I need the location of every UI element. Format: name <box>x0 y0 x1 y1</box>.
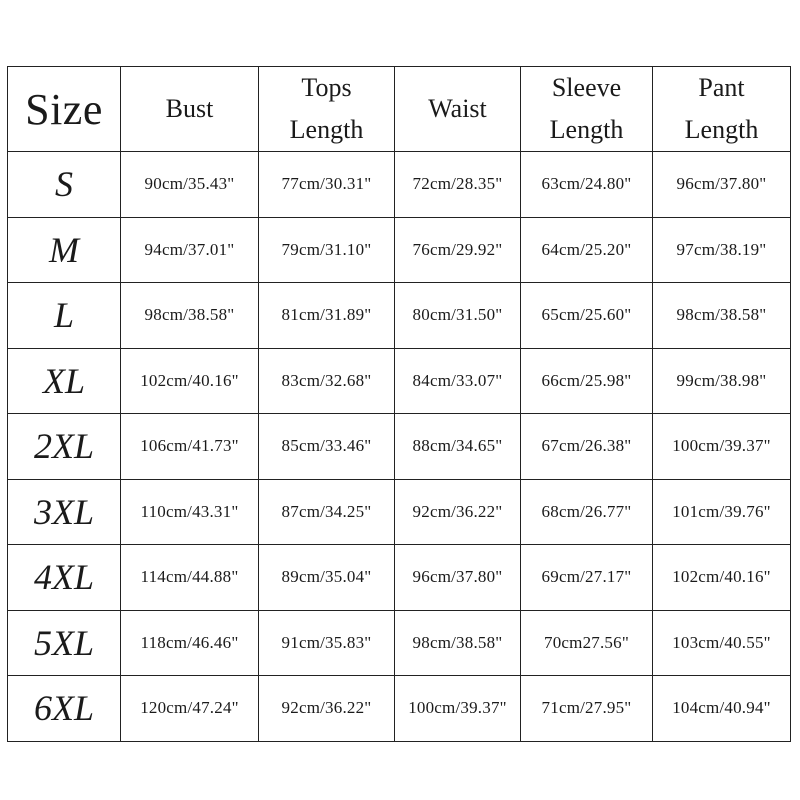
bust-cell: 120cm/47.24" <box>121 676 259 742</box>
pant-length-cell: 99cm/38.98" <box>653 348 791 414</box>
size-cell: S <box>8 152 121 218</box>
bust-cell: 94cm/37.01" <box>121 217 259 283</box>
pant-length-cell: 96cm/37.80" <box>653 152 791 218</box>
size-cell: 5XL <box>8 610 121 676</box>
header-waist <box>395 67 521 152</box>
table-row <box>8 217 791 283</box>
header-size <box>8 67 121 152</box>
sleeve-length-cell: 63cm/24.80" <box>521 152 653 218</box>
table-row <box>8 610 791 676</box>
table-row <box>8 152 791 218</box>
header-bust-label: Bust <box>165 94 214 123</box>
tops-length-cell: 89cm/35.04" <box>259 545 395 611</box>
bust-cell: 102cm/40.16" <box>121 348 259 414</box>
sleeve-length-cell: 67cm/26.38" <box>521 414 653 480</box>
header-pant-length-line-2: Length <box>684 115 759 144</box>
tops-length-cell: 91cm/35.83" <box>259 610 395 676</box>
size-cell: 6XL <box>8 676 121 742</box>
table-row <box>8 348 791 414</box>
table-row <box>8 545 791 611</box>
header-tops-length <box>259 67 395 152</box>
pant-length-cell: 98cm/38.58" <box>653 283 791 349</box>
size-cell: M <box>8 217 121 283</box>
header-sleeve-length-line-1: Sleeve <box>551 73 622 102</box>
bust-cell: 114cm/44.88" <box>121 545 259 611</box>
waist-cell: 80cm/31.50" <box>395 283 521 349</box>
bust-cell: 110cm/43.31" <box>121 479 259 545</box>
header-row <box>8 67 791 152</box>
sleeve-length-cell: 65cm/25.60" <box>521 283 653 349</box>
table-row <box>8 283 791 349</box>
header-tops-length-line-1: Tops <box>301 73 352 102</box>
header-size-label: Size <box>25 84 103 134</box>
bust-cell: 98cm/38.58" <box>121 283 259 349</box>
sleeve-length-cell: 68cm/26.77" <box>521 479 653 545</box>
bust-cell: 106cm/41.73" <box>121 414 259 480</box>
tops-length-cell: 83cm/32.68" <box>259 348 395 414</box>
size-cell: L <box>8 283 121 349</box>
table-row <box>8 479 791 545</box>
size-cell: 3XL <box>8 479 121 545</box>
table-row <box>8 676 791 742</box>
pant-length-cell: 101cm/39.76" <box>653 479 791 545</box>
pant-length-cell: 102cm/40.16" <box>653 545 791 611</box>
sleeve-length-cell: 70cm27.56" <box>521 610 653 676</box>
tops-length-cell: 92cm/36.22" <box>259 676 395 742</box>
tops-length-cell: 77cm/30.31" <box>259 152 395 218</box>
bust-cell: 90cm/35.43" <box>121 152 259 218</box>
tops-length-cell: 81cm/31.89" <box>259 283 395 349</box>
size-chart-table <box>7 66 791 742</box>
header-pant-length <box>653 67 791 152</box>
header-sleeve-length <box>521 67 653 152</box>
pant-length-cell: 103cm/40.55" <box>653 610 791 676</box>
waist-cell: 100cm/39.37" <box>395 676 521 742</box>
header-bust <box>121 67 259 152</box>
sleeve-length-cell: 69cm/27.17" <box>521 545 653 611</box>
bust-cell: 118cm/46.46" <box>121 610 259 676</box>
sleeve-length-cell: 66cm/25.98" <box>521 348 653 414</box>
size-cell: 4XL <box>8 545 121 611</box>
header-pant-length-line-1: Pant <box>698 73 745 102</box>
waist-cell: 98cm/38.58" <box>395 610 521 676</box>
tops-length-cell: 85cm/33.46" <box>259 414 395 480</box>
pant-length-cell: 104cm/40.94" <box>653 676 791 742</box>
waist-cell: 96cm/37.80" <box>395 545 521 611</box>
pant-length-cell: 100cm/39.37" <box>653 414 791 480</box>
size-cell: XL <box>8 348 121 414</box>
waist-cell: 76cm/29.92" <box>395 217 521 283</box>
sleeve-length-cell: 64cm/25.20" <box>521 217 653 283</box>
tops-length-cell: 79cm/31.10" <box>259 217 395 283</box>
header-sleeve-length-line-2: Length <box>549 115 624 144</box>
waist-cell: 92cm/36.22" <box>395 479 521 545</box>
waist-cell: 88cm/34.65" <box>395 414 521 480</box>
waist-cell: 72cm/28.35" <box>395 152 521 218</box>
pant-length-cell: 97cm/38.19" <box>653 217 791 283</box>
table-row <box>8 414 791 480</box>
tops-length-cell: 87cm/34.25" <box>259 479 395 545</box>
sleeve-length-cell: 71cm/27.95" <box>521 676 653 742</box>
header-waist-label: Waist <box>428 94 487 123</box>
waist-cell: 84cm/33.07" <box>395 348 521 414</box>
header-tops-length-line-2: Length <box>289 115 364 144</box>
size-cell: 2XL <box>8 414 121 480</box>
